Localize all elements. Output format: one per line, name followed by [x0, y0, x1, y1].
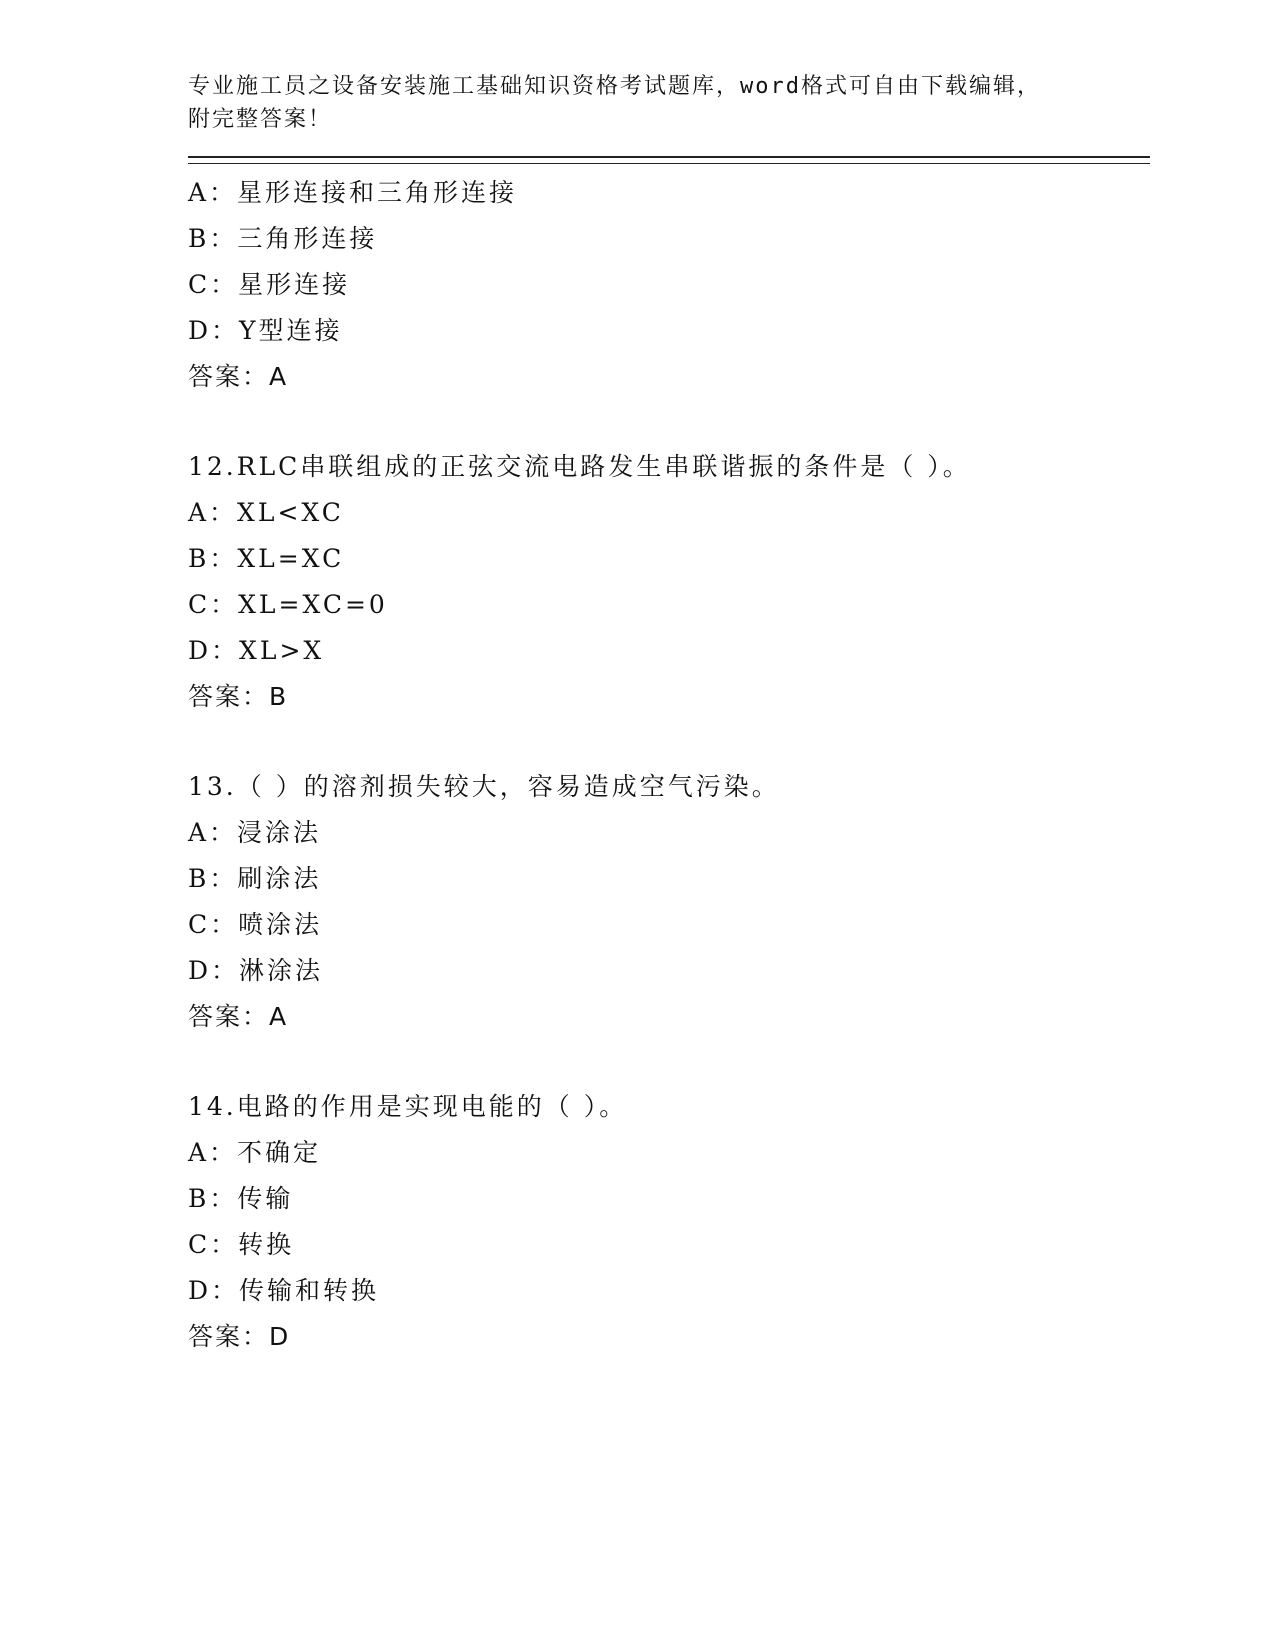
option-c: C：星形连接 — [188, 270, 351, 299]
option-d: D：淋涂法 — [188, 956, 324, 985]
option-d: D：Y型连接 — [188, 316, 343, 345]
answer: 答案：A — [188, 362, 289, 391]
header-line-2: 附完整答案！ — [188, 107, 333, 132]
question-text: 14.电路的作用是实现电能的（ ）。 — [188, 1092, 628, 1121]
header-divider — [188, 156, 1150, 164]
question-13 — [188, 764, 1150, 1040]
option-a: A：星形连接和三角形连接 — [188, 178, 518, 207]
answer: 答案：D — [188, 1322, 291, 1351]
option-b: B：传输 — [188, 1184, 294, 1213]
header-line-1: 专业施工员之设备安装施工基础知识资格考试题库，word格式可自由下载编辑， — [188, 74, 1041, 99]
answer: 答案：A — [188, 1002, 289, 1031]
spacer — [188, 1040, 1150, 1084]
option-b: B：三角形连接 — [188, 224, 378, 253]
option-c: C：XL=XC=0 — [188, 590, 388, 619]
option-b: B：刷涂法 — [188, 864, 322, 893]
answer: 答案：B — [188, 682, 289, 711]
question-text: 12.RLC串联组成的正弦交流电路发生串联谐振的条件是（ ）。 — [188, 452, 971, 481]
option-d: D：XL>X — [188, 636, 325, 665]
question-12 — [188, 444, 1150, 720]
document-page — [188, 70, 1150, 1360]
option-c: C：转换 — [188, 1230, 295, 1259]
spacer — [188, 720, 1150, 764]
option-d: D：传输和转换 — [188, 1276, 380, 1305]
question-11 — [188, 170, 1150, 400]
document-header — [188, 70, 1150, 136]
option-a: A：不确定 — [188, 1138, 322, 1167]
option-a: A：XL<XC — [188, 498, 344, 527]
question-14 — [188, 1084, 1150, 1360]
option-c: C：喷涂法 — [188, 910, 323, 939]
question-text: 13.（ ）的溶剂损失较大，容易造成空气污染。 — [188, 772, 780, 801]
spacer — [188, 400, 1150, 444]
option-a: A：浸涂法 — [188, 818, 322, 847]
option-b: B：XL=XC — [188, 544, 345, 573]
